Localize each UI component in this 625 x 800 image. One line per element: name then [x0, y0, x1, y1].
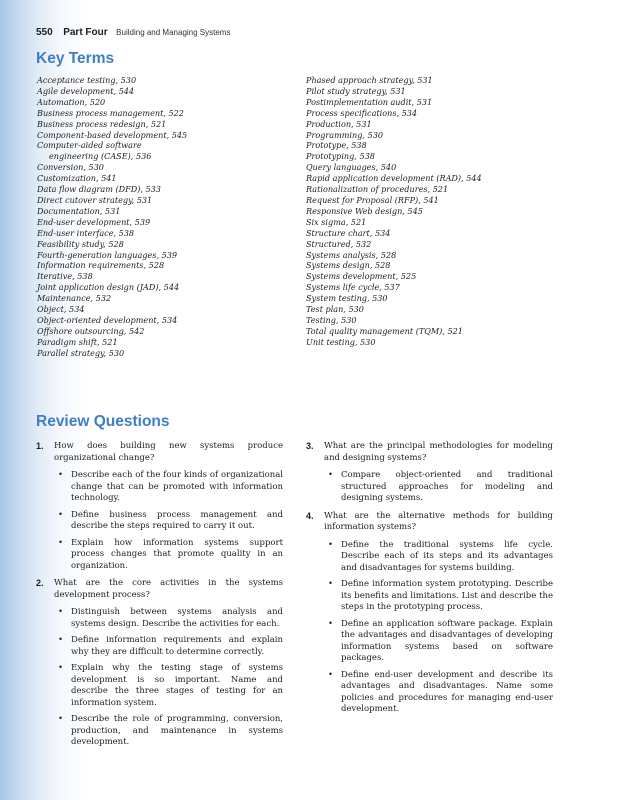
key-term: Feasibility study, 528: [37, 238, 124, 249]
key-term: Test plan, 530: [306, 304, 364, 315]
review-question: [36, 578, 283, 749]
key-term: Postimplementation audit, 531: [306, 96, 433, 107]
running-head: [36, 27, 230, 38]
question-number: 3.: [306, 441, 314, 451]
key-term: Production, 531: [306, 118, 372, 129]
question-item-text: Define an application software package. Explain the advantages and disadvantages of developing information systems based on software packages.: [341, 618, 553, 663]
key-term: Systems analysis, 528: [306, 249, 397, 260]
question-item-text: Define information requirements and explain why they are difficult to determine correctly.: [71, 635, 283, 657]
bullet-icon: •: [328, 618, 334, 629]
question-item: [324, 579, 553, 614]
key-term: Rationalization of procedures, 521: [306, 184, 449, 195]
review-question: [306, 441, 553, 505]
bullet-icon: •: [328, 669, 334, 680]
key-term: Direct cutover strategy, 531: [37, 194, 153, 205]
key-term: Automation, 520: [37, 96, 106, 107]
question-item-text: Explain how information systems support process changes that promote quality in an organization.: [71, 537, 283, 571]
question-item: [54, 470, 283, 505]
question-number: 4.: [306, 510, 314, 521]
question-item-text: Distinguish between systems analysis and systems design. Describe the activities for each.: [71, 607, 283, 629]
key-term: Process specifications, 534: [306, 107, 418, 118]
key-term: Structured, 532: [306, 238, 372, 249]
key-term: System testing, 530: [306, 293, 388, 304]
key-term: Fourth-generation languages, 539: [37, 249, 178, 260]
key-term: Offshore outsourcing, 542: [37, 325, 145, 336]
key-term: Systems development, 525: [306, 271, 417, 282]
bullet-icon: •: [58, 470, 64, 480]
key-terms-right-column: [306, 75, 596, 348]
key-term: Pilot study strategy, 531: [306, 85, 406, 96]
bullet-icon: •: [328, 579, 334, 589]
question-item-text: Describe the role of programming, conversion, production, and maintenance in systems development.: [71, 714, 283, 747]
question-item-text: Compare object-oriented and traditional structured approaches for modeling and designing systems.: [341, 470, 553, 503]
question-text: How does building new systems produce organizational change?: [54, 441, 283, 463]
key-term: Programming, 530: [306, 129, 383, 140]
question-text: What are the alternative methods for building information systems?: [324, 510, 553, 532]
review-column-left: [36, 441, 283, 755]
key-term: Documentation, 531: [37, 205, 121, 216]
key-term: Joint application design (JAD), 544: [37, 282, 180, 293]
key-term: Phased approach strategy, 531: [306, 75, 433, 85]
question-item: [54, 607, 283, 630]
key-term: Testing, 530: [306, 314, 357, 325]
key-term: Business process redesign, 521: [37, 118, 167, 129]
key-term: Systems design, 528: [306, 260, 391, 271]
key-term: Prototyping, 538: [306, 151, 375, 162]
key-term: Maintenance, 532: [37, 293, 112, 304]
key-term: Paradigm shift, 521: [37, 336, 118, 347]
key-term: Request for Proposal (RFP), 541: [306, 194, 439, 205]
page-number: 550: [36, 27, 53, 38]
key-terms-left-column: [37, 75, 287, 359]
review-question: [306, 510, 553, 716]
key-term: Responsive Web design, 545: [306, 205, 423, 216]
question-item-text: Describe each of the four kinds of organizational change that can be promoted with information technology.: [71, 470, 283, 503]
key-term: Conversion, 530: [37, 162, 104, 173]
bullet-icon: •: [328, 539, 334, 550]
key-term: Information requirements, 528: [37, 260, 165, 271]
review-question: [36, 441, 283, 572]
question-item-text: Explain why the testing stage of systems development is so important. Name and describe the three stages of testing for an information system.: [71, 663, 283, 708]
bullet-icon: •: [58, 663, 64, 673]
question-item: [324, 540, 553, 575]
key-term: Query languages, 540: [306, 162, 397, 173]
key-term: Prototype, 538: [306, 140, 367, 151]
key-term: Acceptance testing, 530: [37, 75, 137, 85]
review-questions-heading: Review Questions: [36, 413, 170, 430]
question-item-text: Define end-user development and describe its advantages and disadvantages. Name some policies and procedures for managing end-user development.: [341, 669, 553, 714]
key-term: Data flow diagram (DFD), 533: [37, 184, 161, 195]
question-item: [324, 470, 553, 505]
question-item-text: Define the traditional systems life cycle. Describe each of its steps and its advantages and disadvantages for systems building.: [341, 539, 553, 573]
review-column-right: [306, 441, 553, 722]
question-item: [54, 538, 283, 573]
key-term: Object-oriented development, 534: [37, 314, 178, 325]
key-term: Agile development, 544: [37, 85, 135, 96]
question-text: What are the principal methodologies for modeling and designing systems?: [324, 441, 553, 463]
key-term: engineering (CASE), 536: [49, 151, 152, 162]
part-label: Part Four: [63, 27, 108, 38]
question-item: [324, 670, 553, 716]
key-terms-heading: Key Terms: [36, 50, 115, 67]
question-item: [54, 635, 283, 658]
question-item-text: Define information system prototyping. Describe its benefits and limitations. List and describe the steps in the prototyping process.: [341, 579, 553, 612]
key-term: Rapid application development (RAD), 544: [306, 173, 482, 184]
part-title: Building and Managing Systems: [116, 28, 231, 37]
bullet-icon: •: [58, 714, 64, 724]
key-term: Computer-aided software: [37, 140, 142, 151]
key-term: Customization, 541: [37, 173, 117, 184]
question-item: [54, 714, 283, 749]
key-term: End-user interface, 538: [37, 227, 135, 238]
key-term: End-user development, 539: [37, 216, 151, 227]
key-term: Business process management, 522: [37, 107, 184, 118]
question-number: 1.: [36, 441, 44, 451]
key-term: Unit testing, 530: [306, 336, 376, 347]
question-item-text: Define business process management and describe the steps required to carry it out.: [71, 509, 283, 531]
key-term: Object, 534: [37, 304, 85, 315]
bullet-icon: •: [58, 635, 64, 645]
key-term: Systems life cycle, 537: [306, 282, 400, 293]
key-term: Total quality management (TQM), 521: [306, 325, 463, 336]
key-term: Six sigma, 521: [306, 216, 367, 227]
question-item: [54, 663, 283, 709]
key-term: Component-based development, 545: [37, 129, 188, 140]
bullet-icon: •: [58, 607, 64, 617]
question-text: What are the core activities in the systems development process?: [54, 578, 283, 600]
bullet-icon: •: [58, 509, 64, 520]
bullet-icon: •: [58, 537, 64, 548]
question-item: [324, 619, 553, 665]
question-item: [54, 510, 283, 533]
key-term: Structure chart, 534: [306, 227, 391, 238]
key-term: Iterative, 538: [37, 271, 93, 282]
question-number: 2.: [36, 578, 44, 588]
bullet-icon: •: [328, 470, 334, 480]
key-term: Parallel strategy, 530: [37, 347, 125, 358]
